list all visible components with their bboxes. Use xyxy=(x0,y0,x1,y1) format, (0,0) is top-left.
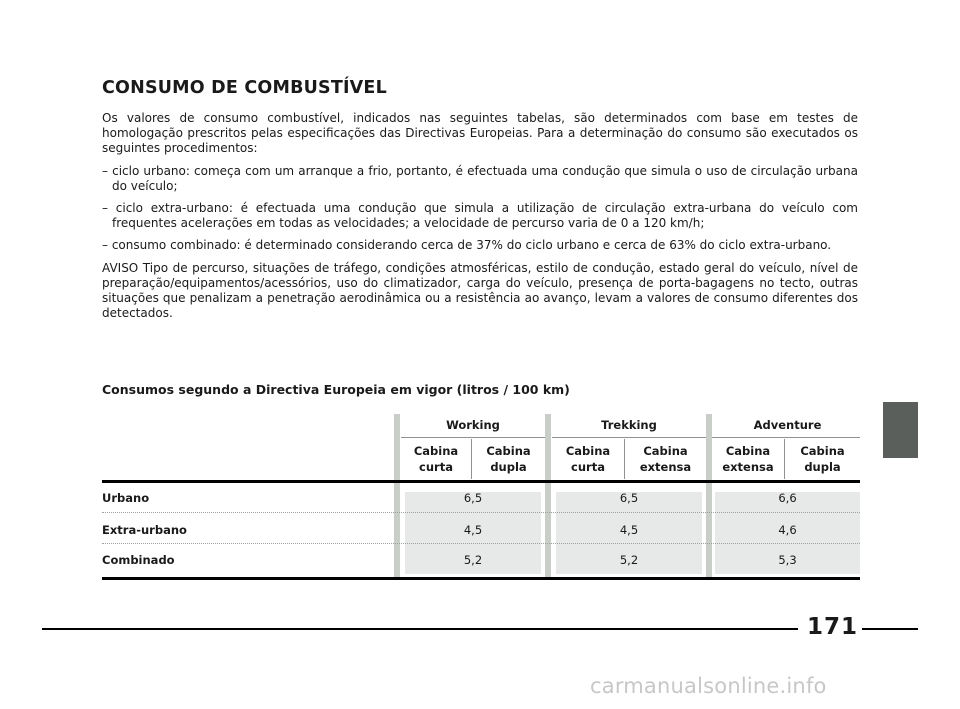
group-header-trekking: Trekking xyxy=(601,418,657,432)
subheader-line: Cabina xyxy=(486,444,531,458)
row-label-extra-urbano: Extra-urbano xyxy=(102,523,187,537)
table-cell: 6,5 xyxy=(619,491,639,505)
subheader xyxy=(785,443,860,475)
row-separator xyxy=(102,512,860,513)
subheader xyxy=(552,443,624,475)
column-bar xyxy=(394,414,400,580)
page-number: 171 xyxy=(807,614,859,640)
subheader xyxy=(712,443,784,475)
group-header-adventure: Adventure xyxy=(753,418,822,432)
subheader-line: curta xyxy=(419,460,453,474)
row-label-urbano: Urbano xyxy=(102,491,150,505)
table-cell: 6,5 xyxy=(463,491,483,505)
intro-paragraph: Os valores de consumo combustível, indicados nas seguintes tabelas, são determinados com base em testes de homologação prescritos pelas especificações das Directivas Europeias. Para a determinação do consumo são executados os seguintes procedimentos: xyxy=(102,111,858,156)
page-title: CONSUMO DE COMBUSTÍVEL xyxy=(102,78,387,98)
section-tab xyxy=(883,402,918,458)
subheader xyxy=(401,443,471,475)
table-cell: 4,5 xyxy=(463,523,483,537)
header-rule xyxy=(102,480,860,483)
list-item: – ciclo urbano: começa com um arranque a frio, portanto, é efectuada uma condução que simula o uso de circulação urbana do veículo; xyxy=(102,163,858,193)
list-item: – ciclo extra-urbano: é efectuada uma condução que simula a utilização de circulação extra-urbana do veículo com frequentes acelerações em todas as velocidades; a velocidade de percurso varia de 0 a 120 km/h; xyxy=(102,201,858,231)
footer-rule xyxy=(862,628,918,630)
table-cell: 4,5 xyxy=(619,523,639,537)
subheader-line: Cabina xyxy=(413,444,459,458)
subheader-line: Cabina xyxy=(800,444,845,458)
column-bar xyxy=(545,414,551,580)
table-cell: 4,6 xyxy=(778,523,797,537)
subheader-line: Cabina xyxy=(643,444,688,458)
group-underline xyxy=(401,437,545,438)
subheader xyxy=(472,443,545,475)
bottom-rule xyxy=(102,577,860,580)
consumption-table xyxy=(102,412,860,582)
table-cell: 5,2 xyxy=(463,553,483,567)
group-underline xyxy=(712,437,860,438)
table-cell: 6,6 xyxy=(778,491,797,505)
watermark: carmanualsonline.info xyxy=(590,674,827,698)
column-bar xyxy=(706,414,712,580)
subheader xyxy=(625,443,706,475)
subheader-line: curta xyxy=(571,460,605,474)
subheader-line: extensa xyxy=(639,460,692,474)
list-item: – consumo combinado: é determinado considerando cerca de 37% do ciclo urbano e cerca de 63% do ciclo extra-urbano. xyxy=(102,238,832,253)
table-cell: 5,3 xyxy=(778,553,797,567)
subheader-line: dupla xyxy=(804,460,841,474)
body-text xyxy=(102,111,858,328)
footer-rule xyxy=(42,628,798,630)
row-label-combinado: Combinado xyxy=(102,553,175,567)
subheader-line: extensa xyxy=(722,460,774,474)
aviso-paragraph: AVISO Tipo de percurso, situações de tráfego, condições atmosféricas, estilo de condução, estado geral do veículo, nível de preparação/equipamentos/acessórios, uso do climatizador, carga do veículo, presença de porta-bagagens no tecto, outras situações que penalizam a penetração aerodinâmica ou a resistência ao avanço, levam a valores de consumo diferentes dos detectados. xyxy=(102,260,858,321)
group-underline xyxy=(552,437,706,438)
group-header-working: Working xyxy=(446,418,500,432)
row-separator xyxy=(102,543,860,544)
table-title: Consumos segundo a Directiva Europeia em vigor (litros / 100 km) xyxy=(102,382,570,397)
subheader-line: dupla xyxy=(490,460,527,474)
subheader-line: Cabina xyxy=(565,444,611,458)
table-cell: 5,2 xyxy=(619,553,639,567)
subheader-line: Cabina xyxy=(725,444,771,458)
